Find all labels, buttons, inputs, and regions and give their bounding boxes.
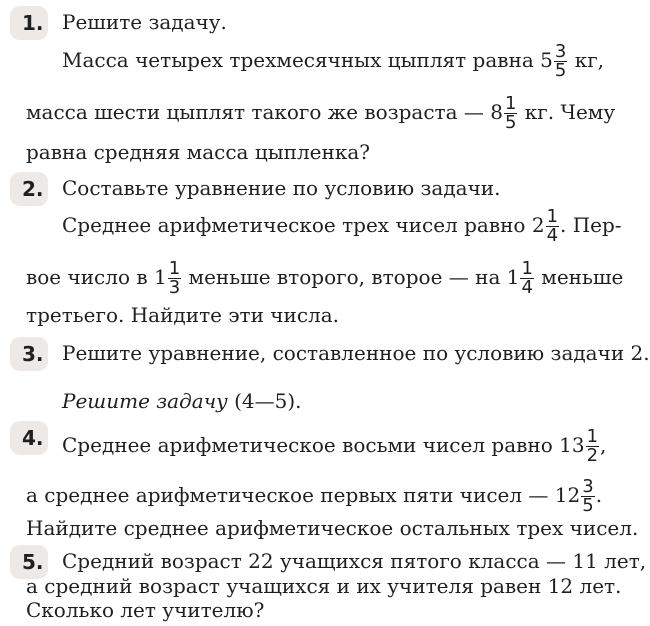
task-4-line-2-tail: . [595, 483, 603, 507]
task-2-line-2 [26, 260, 623, 297]
fraction [581, 478, 594, 515]
fraction [520, 260, 533, 297]
task-4-line-1-tail: , [600, 433, 607, 457]
fraction-numerator: 1 [546, 206, 559, 227]
task-2-line-2-tail: меньше [534, 265, 624, 289]
task-1-line-1-text: Масса четырех трехмесячных цыплят равна [62, 48, 541, 72]
fraction-denominator: 5 [554, 60, 567, 81]
fraction-numerator: 1 [586, 426, 599, 447]
fraction [504, 95, 517, 132]
task-4-line-2-text: а среднее арифметическое первых пяти чисел — [26, 483, 555, 507]
task-4-line-1 [62, 428, 606, 465]
task-2-line-2-text: вое число в [26, 265, 154, 289]
task-1-line-2-tail: кг. Чему [518, 100, 616, 124]
fraction-numerator: 3 [554, 41, 567, 62]
subheading-range: (4—5). [227, 389, 302, 413]
task-5-line-2: а средний возраст учащихся и их учителя равен 12 лет. [26, 574, 622, 598]
task-1-line-2 [26, 95, 615, 132]
task-3-heading: Решите уравнение, составленное по условию задачи 2. [62, 341, 650, 365]
fraction-denominator: 4 [521, 277, 533, 298]
task-4-number: 4. [22, 426, 44, 450]
fraction [546, 208, 559, 245]
fraction [554, 43, 567, 80]
task-5-number: 5. [22, 550, 44, 574]
task-3-number: 3. [22, 342, 44, 366]
fraction-numerator: 3 [582, 476, 594, 497]
mixed-number-whole: 2 [531, 213, 545, 237]
task-5-line-3: Сколько лет учителю? [26, 598, 265, 622]
mixed-number-whole: 1 [153, 265, 167, 289]
mixed-number-whole: 13 [559, 433, 585, 457]
task-2-line-2-middle: меньше второго, второе — на [182, 265, 507, 289]
task-2-line-1-tail: . Пер- [560, 213, 622, 237]
fraction-numerator: 1 [504, 93, 517, 114]
mixed-number-whole: 5 [540, 48, 553, 72]
task-4-line-3: Найдите среднее арифметическое остальных трех чисел. [26, 516, 639, 540]
task-5-line-1: Средний возраст 22 учащихся пятого класса — 11 лет, [62, 549, 647, 573]
section-subheading [62, 389, 302, 413]
mixed-number-whole: 12 [554, 483, 581, 507]
fraction-denominator: 4 [546, 225, 559, 246]
fraction-denominator: 5 [504, 112, 517, 133]
fraction-denominator: 5 [582, 495, 594, 516]
task-2-line-1-text: Среднее арифметическое трех чисел равно [62, 213, 532, 237]
fraction-denominator: 3 [168, 277, 181, 298]
fraction [168, 260, 181, 297]
fraction-numerator: 1 [521, 258, 533, 279]
task-4-line-2 [26, 478, 602, 515]
task-1-heading: Решите задачу. [62, 10, 227, 34]
task-2-heading: Составьте уравнение по условию задачи. [62, 176, 501, 200]
task-4-line-1-text: Среднее арифметическое восьми чисел равно [62, 433, 560, 457]
task-2-line-3: третьего. Найдите эти числа. [26, 303, 340, 327]
task-1-line-1 [62, 43, 604, 80]
task-2-line-1 [62, 208, 622, 245]
task-1-line-3: равна средняя масса цыпленка? [26, 140, 370, 164]
subheading-italic: Решите задачу [62, 389, 228, 413]
fraction [586, 428, 599, 465]
fraction-denominator: 2 [586, 445, 599, 466]
task-1-line-1-tail: кг, [568, 48, 605, 72]
mixed-number-whole: 1 [506, 265, 520, 289]
task-1-line-2-text: масса шести цыплят такого же возраста — [26, 100, 491, 124]
fraction-numerator: 1 [168, 258, 181, 279]
task-2-number: 2. [22, 177, 44, 201]
mixed-number-whole: 8 [490, 100, 503, 124]
task-1-number: 1. [22, 11, 44, 35]
